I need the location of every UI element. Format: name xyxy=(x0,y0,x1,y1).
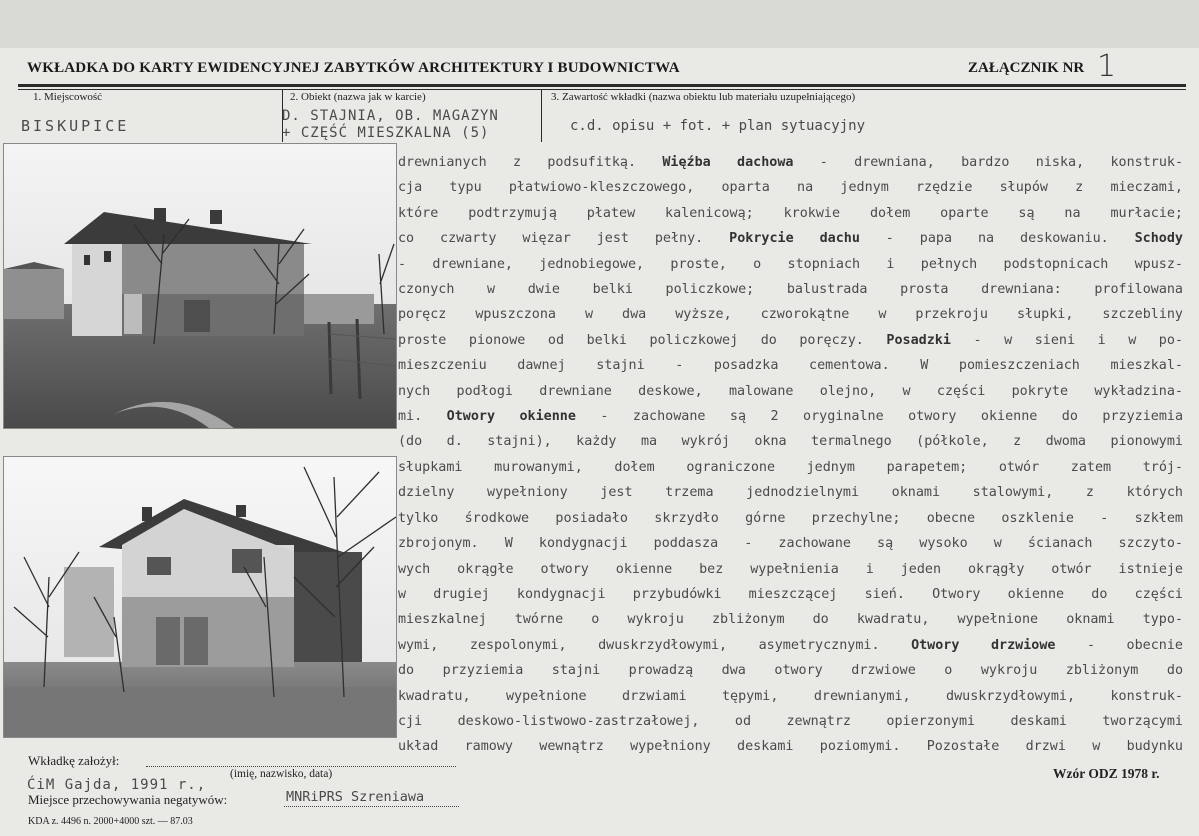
description-run: w drugiej kondygnacji przybudówki mieszczącej sień. Otwory okienne do części xyxy=(398,586,1183,602)
description-run: dzielny wypełniony jest trzema jednodzielnymi oknami stalowymi, z których xyxy=(398,485,1183,501)
created-by-caption: (imię, nazwisko, data) xyxy=(230,768,333,780)
description-line xyxy=(398,455,1183,480)
description-run: - drewniane, jednobiegowe, proste, o stopniach i pełnych podstopnicach wpusz- xyxy=(398,256,1183,272)
description-run: poręcz wpuszczona w dwa wyższe, czworokątne w przekroju słupki, szczebliny xyxy=(398,307,1183,323)
house-photo-side-view-icon xyxy=(4,144,396,428)
description-run: które podtrzymują płatew kalenicową; krokwie dołem oparte są na murłacie; xyxy=(398,205,1183,221)
header-rule-thick xyxy=(18,84,1186,87)
description-text xyxy=(398,150,1183,760)
description-run: słupkami murowanymi, dołem ograniczone jednym parapetem; otwór zatem trój- xyxy=(398,459,1183,475)
description-run: - drewniana, bardzo niska, konstruk- xyxy=(793,155,1184,170)
object-label: 2. Obiekt (nazwa jak w karcie) xyxy=(290,91,426,103)
negatives-label: Miejsce przechowywania negatywów: xyxy=(28,792,228,807)
photo-building-gable xyxy=(3,456,397,738)
description-line xyxy=(398,201,1183,226)
created-by-label: Wkładkę założył: xyxy=(28,753,120,768)
description-line xyxy=(398,734,1183,759)
description-line xyxy=(398,429,1183,454)
description-run: mi. xyxy=(398,409,447,425)
description-run: wymi, zespolonymi, dwuskrzydłowymi, asymetrycznymi. xyxy=(398,637,912,653)
description-line xyxy=(398,709,1183,734)
description-run: cja typu płatwiowo-kleszczowego, oparta na jednym rzędzie słupów z mieczami, xyxy=(398,180,1183,196)
description-run: mieszkalnej twórne o wykroju zbliżonym do kwadratu, wypełnione oknami typo- xyxy=(398,612,1183,628)
description-run: czonych w dwie belki policzkowe; balustrada prosta drewniana: profilowana xyxy=(398,282,1183,298)
description-heading: Otwory drzwiowe xyxy=(911,637,1056,653)
description-run: cji deskowo-listwowo-zastrzałowej, od zewnątrz opierzonymi deskami tworzącymi xyxy=(398,713,1183,729)
description-run: zbrojonym. W kondygnacji poddasza - zachowane są wysoko w ścianach szczyto- xyxy=(398,536,1183,552)
object-value-line1: D. STAJNIA, OB. MAGAZYN xyxy=(282,108,499,124)
description-run: - obecnie xyxy=(1055,637,1183,653)
description-line xyxy=(398,404,1183,429)
description-line xyxy=(398,531,1183,556)
field-divider-2 xyxy=(541,90,542,142)
description-run: kwadratu, wypełnione drzwiami tępymi, drewnianymi, dwuskrzydłowymi, konstruk- xyxy=(398,688,1183,704)
description-run: proste pionowe od belki policzkowej do poręczy. xyxy=(398,332,887,348)
attachment-number: 1 xyxy=(1097,49,1117,84)
top-margin-band xyxy=(0,0,1199,48)
description-run: mieszczeniu dawnej stajni - posadzka cementowa. W pomieszczeniach mieszkal- xyxy=(398,358,1183,374)
description-run: do przyziemia stajni prowadzą dwa otwory drzwiowe o wykroju zbliżonym do xyxy=(398,663,1183,679)
description-line xyxy=(398,557,1183,582)
description-run: tylko środkowe posiadało skrzydło górne przechylne; obecne oszklenie - szkłem xyxy=(398,510,1183,526)
contents-value: c.d. opisu + fot. + plan sytuacyjny xyxy=(570,118,866,134)
description-line xyxy=(398,480,1183,505)
created-by-value: ĆiM Gajda, 1991 r., xyxy=(27,777,207,793)
description-line xyxy=(398,302,1183,327)
description-line xyxy=(398,658,1183,683)
created-by-line xyxy=(146,752,456,767)
description-heading: Pokrycie dachu xyxy=(729,231,860,247)
description-heading: Posadzki xyxy=(886,332,951,348)
house-photo-gable-view-icon xyxy=(4,457,396,737)
description-line xyxy=(398,353,1183,378)
object-value-line2: + CZĘŚĆ MIESZKALNA (5) xyxy=(282,125,490,141)
photo-building-side xyxy=(3,143,397,429)
description-line xyxy=(398,150,1183,175)
description-line xyxy=(398,684,1183,709)
description-line xyxy=(398,607,1183,632)
negatives-line xyxy=(284,790,459,807)
form-version: Wzór ODZ 1978 r. xyxy=(1053,766,1160,781)
description-heading: Schody xyxy=(1134,231,1183,247)
description-run: - w sieni i w po- xyxy=(950,332,1183,348)
description-line xyxy=(398,175,1183,200)
contents-label: 3. Zawartość wkładki (nazwa obiektu lub materiału uzupełniającego) xyxy=(551,91,856,103)
print-info: KDA z. 4496 n. 2000+4000 szt. — 87.03 xyxy=(28,816,193,827)
locality-value: BISKUPICE xyxy=(21,117,130,135)
description-run: - zachowane są 2 oryginalne otwory okienne do przyziemia xyxy=(575,409,1184,425)
description-line xyxy=(398,252,1183,277)
description-line xyxy=(398,633,1183,658)
attachment-label: ZAŁĄCZNIK NR xyxy=(968,60,1085,76)
form-title: WKŁADKA DO KARTY EWIDENCYJNEJ ZABYTKÓW ARCHITEKTURY I BUDOWNICTWA xyxy=(27,60,680,76)
description-line xyxy=(398,277,1183,302)
description-line xyxy=(398,582,1183,607)
description-run: drewnianych z podsufitką. xyxy=(398,155,663,170)
description-line xyxy=(398,506,1183,531)
description-run: układ ramowy wewnątrz wypełniony deskami poziomymi. Pozostałe drzwi w budynku xyxy=(398,739,1183,755)
negatives-value: MNRiPRS Szreniawa xyxy=(286,789,425,805)
description-line xyxy=(398,379,1183,404)
description-run: nych podłogi drewniane deskowe, malowane olejno, w części pokryte wykładzina- xyxy=(398,383,1183,399)
description-run: - papa na deskowaniu. xyxy=(859,231,1135,247)
description-line xyxy=(398,328,1183,353)
description-run: co czwarty więzar jest pełny. xyxy=(398,231,730,247)
description-run: wych okrągłe otwory okienne bez wypełnienia i jeden okrągły otwór istnieje xyxy=(398,561,1183,577)
description-heading: Otwory okienne xyxy=(446,409,576,425)
description-line xyxy=(398,226,1183,251)
header-rule-thin xyxy=(18,89,1186,90)
locality-label: 1. Miejscowość xyxy=(33,91,103,103)
description-heading: Więźba dachowa xyxy=(662,155,794,170)
description-run: (do d. stajni), każdy ma wykrój okna termalnego (półkole, z dwoma pionowymi xyxy=(398,434,1183,450)
